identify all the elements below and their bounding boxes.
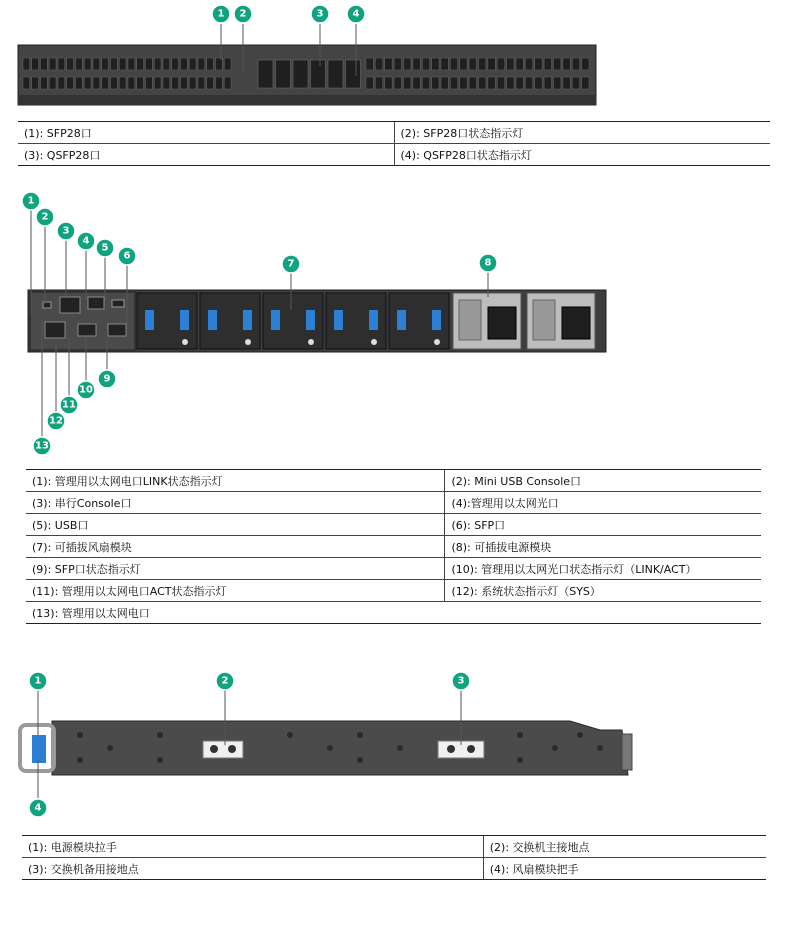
main-ground-point [203,741,243,758]
legend-cell: (4): 风扇模块把手 [483,858,766,880]
legend-cell: (3): QSFP28口 [18,144,394,166]
legend-cell: (3): 串行Console口 [26,492,445,514]
legend-cell: (2): SFP28口状态指示灯 [394,122,770,144]
svg-text:7: 7 [287,258,295,270]
legend-cell: (11): 管理用以太网电口ACT状态指示灯 [26,580,445,602]
psu-handle [20,725,54,771]
legend-cell: (2): 交换机主接地点 [483,836,766,858]
callout-side-2 [216,672,234,690]
side-chassis [52,721,632,775]
legend-cell: (5): USB口 [26,514,445,536]
legend-cell: (9): SFP口状态指示灯 [26,558,445,580]
svg-text:9: 9 [103,373,111,385]
table-row [22,858,766,880]
callout-side-4 [29,799,47,817]
legend-cell: (8): 可插拔电源模块 [445,536,761,558]
svg-text:3: 3 [62,225,70,237]
svg-text:8: 8 [484,257,492,269]
legend-cell: (4):管理用以太网光口 [445,492,761,514]
svg-text:3: 3 [457,675,465,687]
callout-side-3 [452,672,470,690]
svg-text:2: 2 [221,675,229,687]
legend-cell: (1): 电源模块拉手 [22,836,483,858]
legend-cell: (3): 交换机备用接地点 [22,858,483,880]
svg-text:2: 2 [239,8,247,20]
svg-text:2: 2 [41,211,49,223]
legend-cell: (13): 管理用以太网电口 [26,602,761,624]
svg-text:1: 1 [27,195,35,207]
svg-text:1: 1 [217,8,225,20]
side-legend-table [22,835,766,880]
legend-cell: (1): 管理用以太网电口LINK状态指示灯 [26,470,445,492]
svg-text:3: 3 [316,8,324,20]
legend-cell: (7): 可插拔风扇模块 [26,536,445,558]
legend-cell: (6): SFP口 [445,514,761,536]
svg-text:10: 10 [79,384,93,396]
legend-cell: (2): Mini USB Console口 [445,470,761,492]
svg-text:5: 5 [101,242,109,254]
svg-text:1: 1 [34,675,42,687]
callout-side-1 [29,672,47,690]
svg-text:4: 4 [34,802,42,814]
svg-text:6: 6 [123,250,131,262]
svg-text:11: 11 [62,399,76,411]
svg-text:12: 12 [49,415,63,427]
legend-cell: (10): 管理用以太网光口状态指示灯（LINK/ACT） [445,558,761,580]
legend-cell: (1): SFP28口 [18,122,394,144]
svg-text:4: 4 [352,8,360,20]
legend-cell: (12): 系统状态指示灯（SYS） [445,580,761,602]
table-row [22,836,766,858]
legend-cell: (4): QSFP28口状态指示灯 [394,144,770,166]
svg-text:4: 4 [82,235,90,247]
svg-text:13: 13 [35,440,49,452]
